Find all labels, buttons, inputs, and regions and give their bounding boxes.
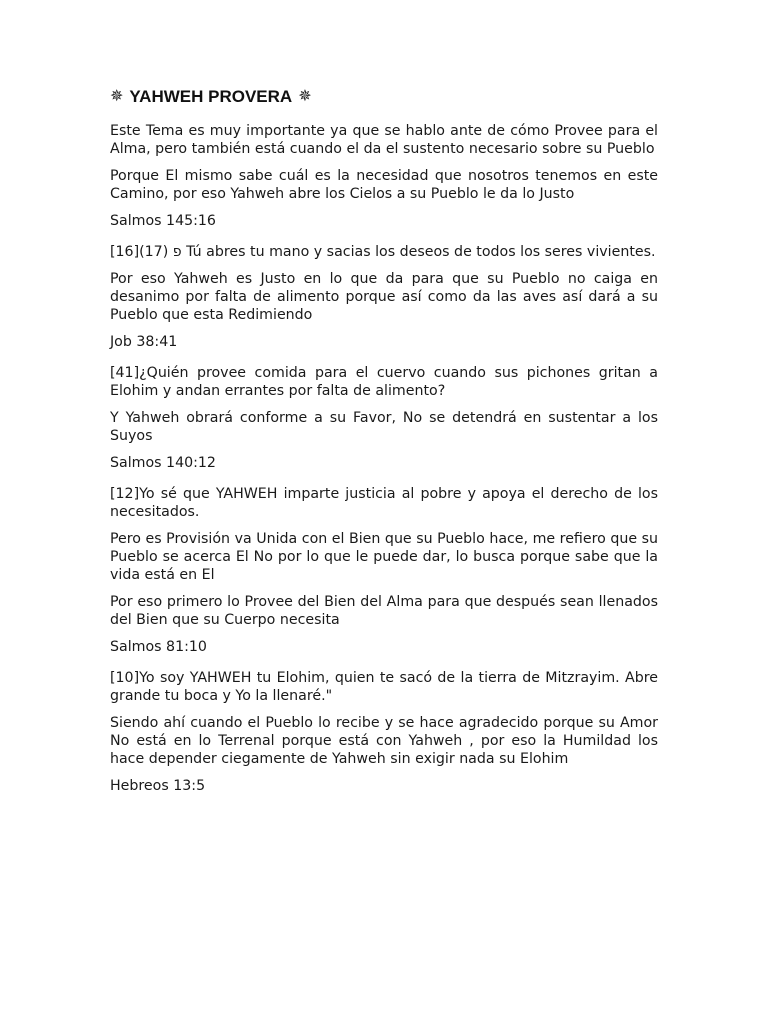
paragraph: Porque El mismo sabe cuál es la necesidad que nosotros tenemos en este Camino, por eso Yahweh abre los Cielos a su Pueblo le da lo Justo [110,168,658,202]
paragraph: Por eso Yahweh es Justo en lo que da para que su Pueblo no caiga en desanimo por falta de alimento porque así como da las aves así dará a su Pueblo que esta Redimiendo [110,271,658,323]
paragraph: Por eso primero lo Provee del Bien del Alma para que después sean llenados del Bien que su Cuerpo necesita [110,594,658,628]
paragraph: Este Tema es muy importante ya que se hablo ante de cómo Provee para el Alma, pero también está cuando el da el sustento necesario sobre su Pueblo [110,123,658,157]
title-text: YAHWEH PROVERA [129,87,293,106]
scripture-quote: [12]Yo sé que YAHWEH imparte justicia al pobre y apoya el derecho de los necesitados. [110,486,658,520]
scripture-quote: [16](17) פ Tú abres tu mano y sacias los deseos de todos los seres vivientes. [110,244,656,260]
paragraph: Y Yahweh obrará conforme a su Favor, No se detendrá en sustentar a los Suyos [110,410,658,444]
scripture-quote: [10]Yo soy YAHWEH tu Elohim, quien te sacó de la tierra de Mitzrayim. Abre grande tu boca y Yo la llenaré." [110,670,658,704]
scripture-reference: Job 38:41 [110,334,178,350]
page-title [110,86,658,108]
scripture-reference: Hebreos 13:5 [110,778,206,794]
document-body [110,86,658,808]
paragraph: Pero es Provisión va Unida con el Bien que su Pueblo hace, me refiero que su Pueblo se acerca El No por lo que le puede dar, lo busca porque sabe que la vida está en El [110,531,658,583]
scripture-reference: Salmos 145:16 [110,213,216,229]
star-ornament-icon: ✵ [110,88,124,105]
scripture-reference: Salmos 81:10 [110,639,207,655]
scripture-reference: Salmos 140:12 [110,455,216,471]
scripture-quote: [41]¿Quién provee comida para el cuervo cuando sus pichones gritan a Elohim y andan errantes por falta de alimento? [110,365,658,399]
star-ornament-icon: ✵ [298,88,312,105]
paragraph: Siendo ahí cuando el Pueblo lo recibe y se hace agradecido porque su Amor No está en lo Terrenal porque está con Yahweh , por eso la Humildad los hace depender ciegamente de Yahweh sin exigir nada su Elohim [110,715,658,767]
